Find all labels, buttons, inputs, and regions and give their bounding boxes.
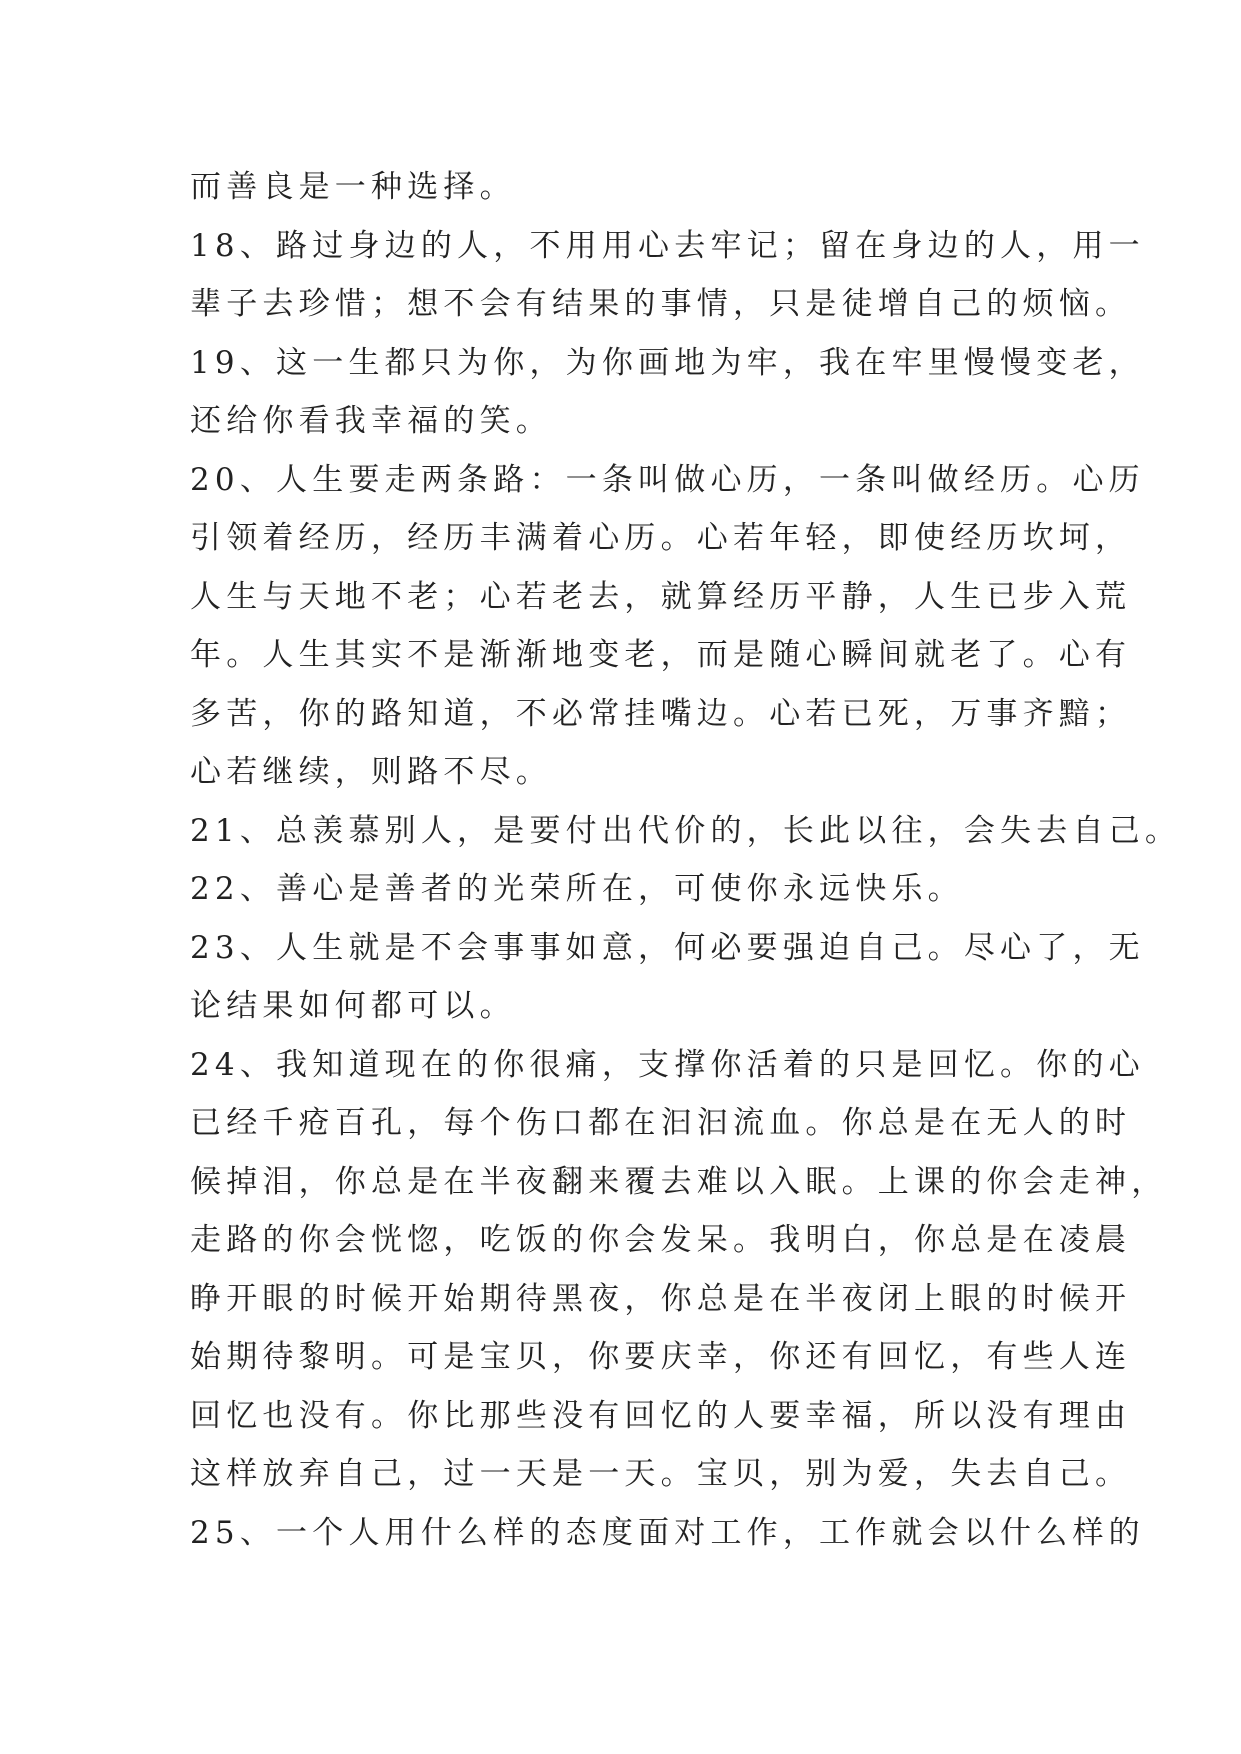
text-line: 这样放弃自己，过一天是一天。宝贝，别为爱，失去自己。	[190, 1456, 1132, 1492]
text-line: 21、总羡慕别人，是要付出代价的，长此以往，会失去自己。	[190, 812, 1182, 849]
text-line: 而善良是一种选择。	[190, 169, 516, 205]
text-line: 23、人生就是不会事事如意，何必要强迫自己。尽心了，无	[190, 929, 1145, 966]
text-line: 心若继续，则路不尽。	[190, 754, 552, 790]
document-body	[190, 158, 1182, 1562]
text-line: 22、善心是善者的光荣所在，可使你永远快乐。	[190, 871, 964, 907]
text-line: 始期待黎明。可是宝贝，你要庆幸，你还有回忆，有些人连	[190, 1339, 1132, 1375]
text-line: 论结果如何都可以。	[190, 988, 516, 1024]
text-line: 25、一个人用什么样的态度面对工作，工作就会以什么样的	[190, 1514, 1145, 1551]
text-line: 19、这一生都只为你，为你画地为牢，我在牢里慢慢变老，	[190, 344, 1145, 381]
text-line: 多苦，你的路知道，不必常挂嘴边。心若已死，万事齐黯；	[190, 695, 1132, 732]
text-line: 人生与天地不老；心若老去，就算经历平静，人生已步入荒	[190, 578, 1132, 615]
text-line: 还给你看我幸福的笑。	[190, 403, 552, 439]
text-line: 18、路过身边的人，不用用心去牢记；留在身边的人，用一	[190, 227, 1145, 264]
text-line: 走路的你会恍惚，吃饭的你会发呆。我明白，你总是在凌晨	[190, 1222, 1132, 1258]
text-line: 24、我知道现在的你很痛，支撑你活着的只是回忆。你的心	[190, 1046, 1145, 1083]
text-line: 已经千疮百孔，每个伤口都在汩汩流血。你总是在无人的时	[190, 1105, 1132, 1141]
text-line: 睁开眼的时候开始期待黑夜，你总是在半夜闭上眼的时候开	[190, 1280, 1132, 1317]
text-line: 引领着经历，经历丰满着心历。心若年轻，即使经历坎坷，	[190, 520, 1132, 556]
text-line: 年。人生其实不是渐渐地变老，而是随心瞬间就老了。心有	[190, 637, 1132, 673]
text-line: 辈子去珍惜；想不会有结果的事情，只是徒增自己的烦恼。	[190, 286, 1132, 322]
text-line: 回忆也没有。你比那些没有回忆的人要幸福，所以没有理由	[190, 1397, 1132, 1434]
text-line: 20、人生要走两条路：一条叫做心历，一条叫做经历。心历	[190, 461, 1145, 498]
text-line: 候掉泪，你总是在半夜翻来覆去难以入眠。上课的你会走神，	[190, 1163, 1168, 1200]
